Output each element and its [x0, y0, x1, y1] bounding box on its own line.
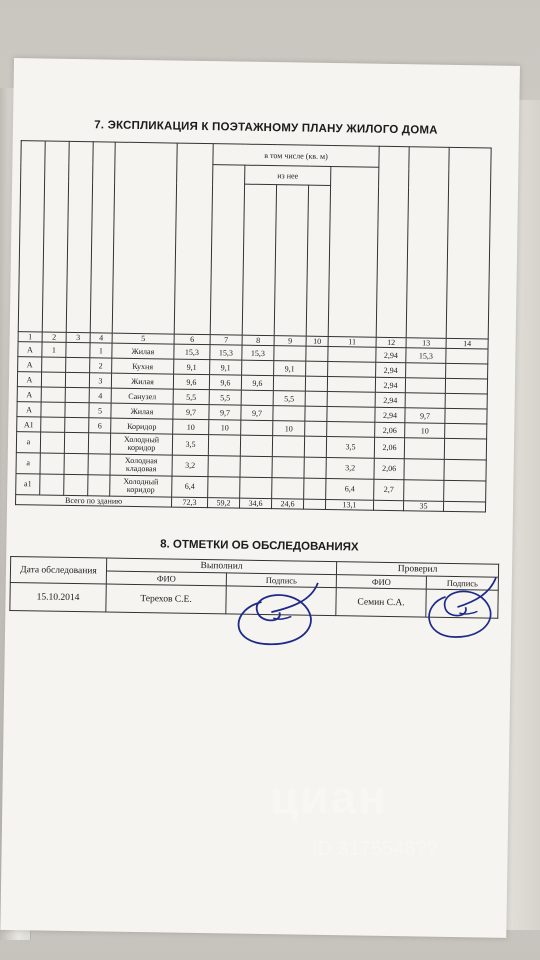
cell-plan — [66, 342, 90, 357]
cell-gen: 15,3 — [210, 345, 242, 361]
cell-floor — [40, 453, 64, 474]
cell-height: 2,06 — [374, 458, 404, 479]
col-number: 12 — [376, 337, 406, 347]
cell-living: 9,6 — [241, 375, 273, 391]
cell-floor: 1 — [42, 342, 66, 357]
header-aux — [274, 185, 308, 336]
cell-note — [444, 438, 486, 460]
cell-total: 3,2 — [172, 455, 208, 477]
checker-name: Семин С.А. — [336, 588, 426, 617]
total-area-value: 72,3 — [171, 497, 207, 508]
cell-gen — [208, 435, 240, 457]
cell-total: 15,3 — [174, 344, 210, 360]
col-number: 1 — [18, 332, 42, 342]
cell-living: 15,3 — [242, 345, 274, 361]
section8-title: 8. ОТМЕТКИ ОБ ОБСЛЕДОВАНИЯХ — [160, 538, 359, 554]
header-note — [446, 147, 491, 339]
total-note-value — [444, 501, 486, 512]
cell-aux — [273, 406, 305, 422]
cell-aux — [274, 346, 306, 362]
total-gen-value: 59,2 — [207, 498, 239, 509]
cell-aux: 9,1 — [274, 361, 306, 377]
header-letter — [18, 141, 45, 332]
cell-gen: 9,1 — [210, 360, 242, 376]
header-unauth — [406, 147, 449, 339]
watermark-brand: циан — [270, 771, 388, 823]
cell-letter: а1 — [16, 474, 40, 495]
cell-aux: 5,5 — [273, 391, 305, 407]
cell-purpose: Жилая — [111, 403, 173, 419]
performer-name: Терехов С.Е. — [106, 584, 226, 614]
header-of-which: из нее — [245, 165, 331, 185]
cell-other — [304, 436, 326, 457]
col-number: 7 — [210, 335, 242, 346]
header-room-no — [90, 142, 115, 333]
cell-aux — [273, 376, 305, 392]
watermark-id: ID 3175548?? — [312, 838, 438, 860]
cell-unauth: 10 — [405, 423, 445, 439]
cell-plan — [64, 453, 88, 474]
cell-balc: 6,4 — [326, 478, 374, 500]
cell-floor — [41, 402, 65, 417]
header-living — [242, 184, 276, 335]
cell-purpose: Жилая — [111, 373, 173, 389]
cell-floor — [41, 387, 65, 402]
survey-date-header: Дата обследования — [10, 557, 106, 585]
cell-unauth — [404, 480, 444, 502]
cell-aux: 10 — [273, 421, 305, 437]
cell-gen — [208, 477, 240, 499]
cell-plan — [65, 402, 89, 417]
cell-other — [305, 421, 327, 436]
header-purpose — [112, 142, 177, 334]
cell-letter: а — [16, 453, 40, 474]
cell-gen — [208, 456, 240, 478]
cell-unauth — [405, 393, 445, 409]
cell-plan — [66, 357, 90, 372]
cell-floor — [41, 417, 65, 432]
cell-height: 2,94 — [376, 362, 406, 377]
cell-letter: А — [18, 342, 42, 357]
cell-purpose: Холодная кладовая — [110, 454, 172, 476]
cell-balc — [328, 346, 376, 362]
cell-note — [444, 480, 486, 502]
cell-floor — [40, 432, 64, 453]
cell-total: 5,5 — [173, 389, 209, 405]
cell-living — [241, 420, 273, 436]
cell-note — [446, 348, 488, 364]
col-number: 5 — [112, 333, 174, 344]
total-living-value: 34,6 — [239, 498, 271, 509]
col-number: 9 — [274, 336, 306, 347]
header-balcony — [328, 167, 379, 338]
col-number: 6 — [174, 334, 210, 345]
cell-plan — [65, 417, 89, 432]
total-balc-value: 13,1 — [325, 499, 373, 510]
cell-other — [304, 457, 326, 478]
cell-living — [242, 360, 274, 376]
survey-checked-header: Проверил — [336, 562, 498, 578]
cell-purpose: Коридор — [111, 418, 173, 434]
document-page — [0, 58, 520, 938]
cell-total: 9,1 — [174, 359, 210, 375]
cell-letter: а — [16, 432, 40, 453]
header-room-no-plan — [66, 141, 93, 332]
cell-purpose: Жилая — [112, 343, 174, 359]
cell-aux — [272, 436, 304, 458]
cell-other — [305, 406, 327, 421]
explication-table — [15, 140, 492, 512]
cell-balc — [327, 421, 375, 437]
cell-room: 1 — [90, 343, 112, 358]
cell-purpose: Холодный коридор — [110, 433, 172, 455]
cell-room — [88, 433, 110, 454]
total-height-value — [374, 500, 404, 510]
cell-letter: А — [17, 372, 41, 387]
cell-height: 2,06 — [374, 437, 404, 458]
cell-other — [305, 391, 327, 406]
header-height — [376, 146, 409, 337]
performer-signature-header: Подпись — [226, 573, 336, 588]
cell-balc — [328, 361, 376, 377]
cell-floor — [40, 474, 64, 495]
cell-living: 9,7 — [241, 405, 273, 421]
cell-letter: А — [17, 402, 41, 417]
cell-other — [306, 361, 328, 376]
cell-room: 6 — [89, 418, 111, 433]
cell-total: 3,5 — [172, 434, 208, 456]
cell-room: 4 — [89, 388, 111, 403]
checker-fio-header: ФИО — [336, 575, 426, 589]
performer-signature-mark — [221, 571, 332, 651]
cell-plan — [64, 474, 88, 495]
cell-note — [444, 459, 486, 481]
cell-letter: А — [17, 387, 41, 402]
explication-body — [16, 342, 488, 502]
cell-height: 2,06 — [375, 422, 405, 437]
header-total-area — [174, 143, 213, 335]
cell-purpose: Кухня — [112, 358, 174, 374]
cell-unauth — [404, 438, 444, 460]
cell-aux — [272, 457, 304, 479]
cell-purpose: Санузел — [111, 388, 173, 404]
header-incl: в том числе (кв. м) — [213, 144, 379, 168]
col-number: 3 — [66, 332, 90, 342]
survey-performed-header: Выполнил — [106, 558, 336, 575]
cell-plan — [65, 372, 89, 387]
survey-date: 15.10.2014 — [10, 583, 106, 613]
col-number: 13 — [406, 338, 446, 349]
cell-note — [445, 393, 487, 409]
cell-height: 2,94 — [375, 407, 405, 422]
col-number: 2 — [42, 332, 66, 342]
cell-room: 2 — [90, 358, 112, 373]
cell-total: 9,7 — [173, 404, 209, 420]
cell-purpose: Холодный коридор — [110, 475, 172, 497]
checker-signature-header: Подпись — [426, 576, 498, 590]
col-number: 10 — [306, 336, 328, 346]
cell-note — [445, 378, 487, 394]
cell-other — [304, 478, 326, 499]
cell-unauth — [405, 378, 445, 394]
cell-aux — [272, 478, 304, 500]
cell-letter: А1 — [17, 417, 41, 432]
cell-gen: 9,7 — [209, 405, 241, 421]
total-aux-value: 24,6 — [271, 499, 303, 510]
checker-signature-mark — [415, 570, 506, 643]
cell-room: 3 — [89, 373, 111, 388]
cell-height: 2,7 — [374, 479, 404, 500]
cell-living — [240, 456, 272, 478]
cell-balc — [327, 391, 375, 407]
cell-note — [445, 408, 487, 424]
col-number: 14 — [446, 338, 488, 349]
cell-gen: 5,5 — [209, 390, 241, 406]
cell-height: 2,94 — [375, 392, 405, 407]
col-number: 4 — [90, 333, 112, 343]
cell-note — [445, 423, 487, 439]
cell-letter: А — [18, 357, 42, 372]
col-number: 8 — [242, 335, 274, 346]
cell-unauth: 15,3 — [406, 348, 446, 364]
header-living-total — [210, 165, 245, 335]
cell-height: 2,94 — [375, 377, 405, 392]
cell-room — [88, 454, 110, 475]
total-other-value — [303, 499, 325, 509]
cell-plan — [65, 387, 89, 402]
cell-balc: 3,5 — [326, 436, 374, 458]
cell-total: 6,4 — [172, 476, 208, 498]
total-unauth-value: 35 — [404, 501, 444, 512]
cell-balc — [327, 406, 375, 422]
col-number: 11 — [328, 336, 376, 347]
cell-other — [305, 376, 327, 391]
cell-total: 9,6 — [173, 374, 209, 390]
cell-unauth — [404, 459, 444, 481]
cell-gen: 9,6 — [209, 375, 241, 391]
total-label: Всего по зданию — [16, 495, 172, 507]
header-other — [306, 185, 330, 336]
cell-height: 2,94 — [376, 347, 406, 362]
cell-unauth — [406, 363, 446, 379]
cell-unauth: 9,7 — [405, 408, 445, 424]
cell-plan — [64, 432, 88, 453]
cell-balc: 3,2 — [326, 457, 374, 479]
cell-total: 10 — [173, 419, 209, 435]
cell-living — [240, 435, 272, 457]
section7-title: 7. ЭКСПЛИКАЦИЯ К ПОЭТАЖНОМУ ПЛАНУ ЖИЛОГО ДОМА — [94, 119, 438, 137]
cell-room — [88, 475, 110, 496]
cell-balc — [327, 376, 375, 392]
cell-note — [446, 363, 488, 379]
performer-fio-header: ФИО — [106, 571, 226, 586]
header-floor — [42, 141, 69, 332]
cell-floor — [41, 372, 65, 387]
cell-floor — [42, 357, 66, 372]
cell-living — [241, 390, 273, 406]
cell-gen: 10 — [209, 420, 241, 436]
cell-room: 5 — [89, 403, 111, 418]
cell-living — [240, 477, 272, 499]
cell-other — [306, 346, 328, 361]
